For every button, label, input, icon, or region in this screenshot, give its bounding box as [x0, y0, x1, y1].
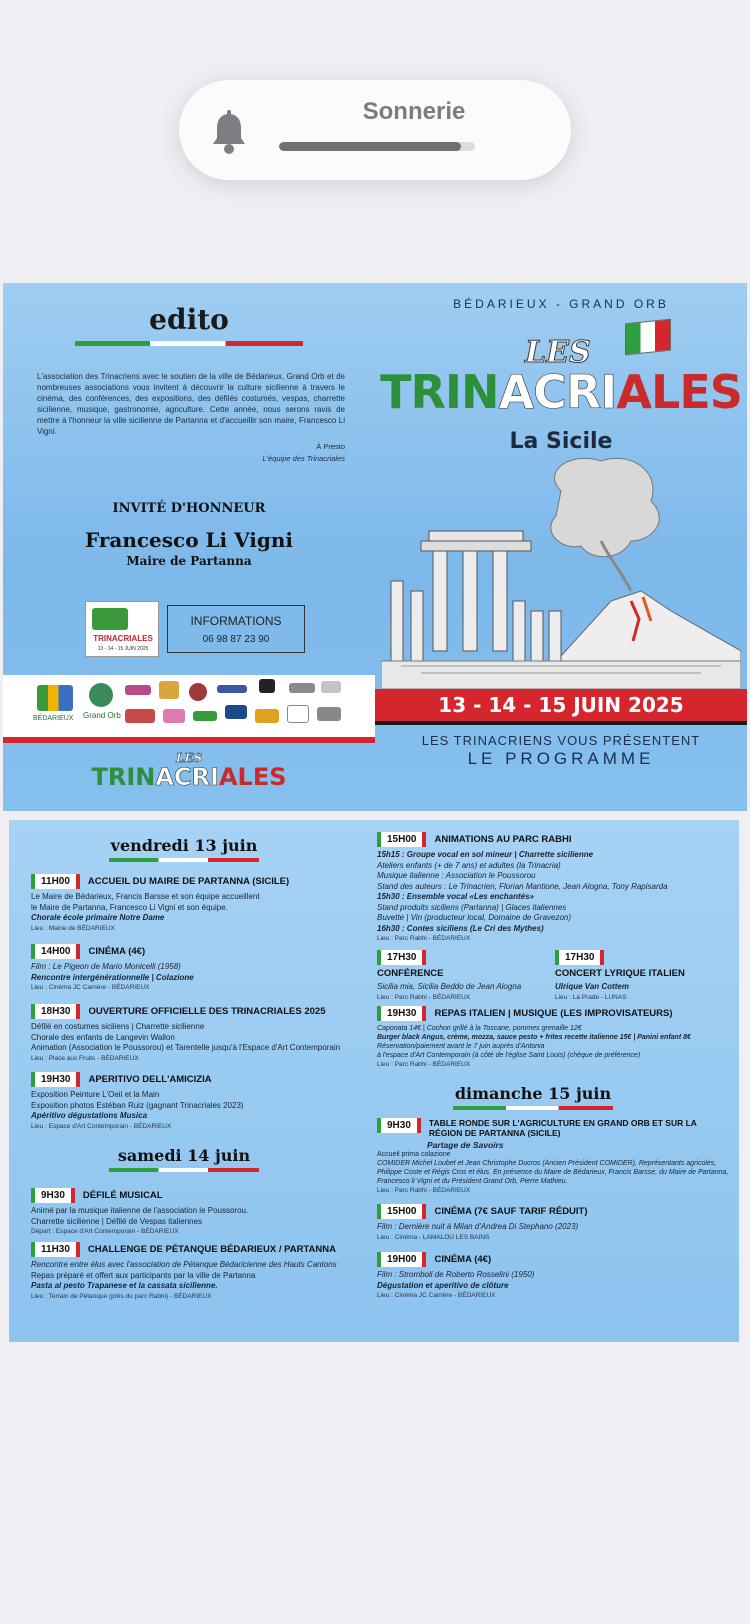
event-time: 14H00: [31, 944, 80, 959]
day-friday-label: vendredi 13 juin: [110, 836, 258, 855]
event-time: 9H30: [31, 1188, 75, 1203]
volume-bar[interactable]: [279, 142, 475, 151]
trinacriales-mini-logo: [85, 601, 159, 657]
sponsor-logo: [125, 685, 151, 695]
event-time: 15H00: [377, 832, 426, 847]
sponsor-logo: [125, 709, 155, 723]
event-line: Film : Dernière nuit à Milan d'Andrea Di Stephano (2023): [377, 1222, 579, 1231]
grand-orb-label: Grand Orb: [83, 711, 121, 720]
grand-orb-logo: [89, 683, 113, 707]
event-line: Réservation/paiement avant le 7 juin auprès d'Antonia: [377, 1043, 545, 1050]
event-line: Burger black Angus, crème, mozza, sauce pesto + frites recette italienne 15€ | Panini enfant 8€: [377, 1034, 691, 1041]
event-item: [377, 950, 547, 1003]
event-title: CINÉMA (7€ SAUF TARIF RÉDUIT): [434, 1206, 588, 1217]
sponsor-logo: [163, 709, 185, 723]
bedarieux-label: BÉDARIEUX: [33, 715, 74, 722]
cover-location: BÉDARIEUX - GRAND ORB: [453, 297, 669, 311]
event-location: Lieu : Cinéma - LAMALOU LES BAINS: [377, 1233, 490, 1241]
event-line: Buvette | Vin (producteur local, Domaine de Gravezon): [377, 913, 572, 922]
event-line: Ateliers enfants (+ de 7 ans) et adultes (la Trinacria): [377, 860, 561, 870]
event-line: Rencontre entre élus avec l'association de Pétanque Bédaricienne des Hauts Cantons: [31, 1260, 337, 1269]
italian-flag-line: [109, 1168, 259, 1172]
event-item: [31, 1188, 361, 1238]
event-line: Caponata 14€ | Cochon grillé à la Toscane, pommes grenaille 12€: [377, 1025, 582, 1032]
temple-volcano-illustration: [381, 451, 741, 689]
cover-title: [375, 365, 747, 419]
event-line: Chorale des enfants de Langevin Wallon: [31, 1032, 175, 1042]
event-line: Exposition Peinture L'Oeil et la Main: [31, 1090, 160, 1099]
sponsor-logo: [321, 681, 341, 693]
ringer-toast: [179, 80, 571, 180]
event-time: 17H30: [555, 950, 604, 965]
sponsor-logo: [159, 681, 179, 699]
info-title: INFORMATIONS: [190, 614, 282, 628]
trinacriales-logo-small: [3, 751, 375, 789]
cover-subtitle: La Sicile: [509, 429, 613, 454]
sponsor-logo: [259, 679, 275, 693]
event-line: Défilé en costumes siciliens | Charrette sicilienne: [31, 1022, 205, 1031]
event-location: Lieu : Terrain de Pétanque (près du parc Rabhi) - BÉDARIEUX: [31, 1292, 212, 1300]
event-line: Charrette sicilienne | Défilé de Vespas italiennes: [31, 1216, 203, 1226]
edito-signature: [145, 441, 345, 465]
sponsor-logos: [3, 675, 375, 737]
event-dates-banner: 13 - 14 - 15 JUIN 2025: [375, 689, 747, 721]
event-location: Lieu : Mairie de BÉDARIEUX: [31, 924, 115, 932]
event-line: Musique italienne : Association le Poussorou: [377, 871, 536, 880]
event-location: Lieu : Parc Rabhi - BÉDARIEUX: [377, 1061, 471, 1068]
event-line: 15h15 : Groupe vocal en sol mineur | Charrette sicilienne: [377, 850, 594, 859]
event-highlight: Rencontre intergénérationnelle | Colazione: [31, 972, 194, 982]
event-line: Animation (Association le Poussorou) et Tarentelle jusqu'à l'Espace d'Art Contemporain: [31, 1043, 341, 1052]
event-location: Lieu : Parc Rabhi - BÉDARIEUX: [377, 993, 471, 1001]
event-time: 11H30: [31, 1242, 80, 1257]
event-line: Accueil prima colazione: [377, 1151, 451, 1158]
event-highlight: Dégustation et aperitivo de clôture: [377, 1280, 509, 1290]
event-location: Lieu : Cinéma JC Carrière - BÉDARIEUX: [377, 1292, 496, 1299]
cover-presenters: LES TRINACRIENS VOUS PRÉSENTENT: [421, 733, 701, 748]
red-band: [3, 737, 375, 743]
edito-text: L'association des Trinacriens avec le soutien de la ville de Bédarieux, Grand Orb et de nombreuses associations vous invitent à découvrir la culture sicilienne à travers le cinéma, des conférences, des expositions, des défilés costumés, vespas, charrette sicilienne, musique, gastronomie, agriculture. Cette année, nous serons ravis de mettre à l'honneur la ville sicilienne de Partanna et d'accueillir son maire, Francesco Li Vigni.: [37, 372, 345, 436]
event-location: Lieu : Cinéma JC Carrière - BÉDARIEUX: [31, 984, 150, 991]
bell-icon: [209, 110, 249, 156]
event-line: Pasta al pesto Trapanese et la cassata sicilienne.: [31, 1281, 218, 1290]
event-line: Ulrique Van Cottem: [555, 982, 629, 991]
event-location: Lieu : La Prade - LUNAS: [555, 993, 627, 1001]
sponsor-logo: [289, 683, 315, 693]
event-title: CONCERT LYRIQUE ITALIEN: [555, 968, 685, 979]
sponsor-logo: [193, 711, 217, 721]
event-title: CINÉMA (4€): [88, 946, 146, 957]
title-ales: ALES: [616, 365, 742, 419]
day-saturday: [109, 1146, 259, 1172]
event-highlight: Partage de Savoirs: [427, 1140, 504, 1150]
signature-greeting: À Presto: [316, 442, 345, 451]
event-title: OUVERTURE OFFICIELLE DES TRINACRIALES 2025: [88, 1006, 326, 1017]
event-line: 15h30 : Ensemble vocal «Les enchantés»: [377, 892, 534, 901]
mini-logo-text: TRINACRIALES: [93, 634, 153, 643]
italian-flag-line: [453, 1106, 613, 1110]
event-location: Lieu : Espace d'Art Contemporain - BÉDARIEUX: [31, 1122, 172, 1130]
title-trin: TRIN: [380, 365, 499, 419]
event-item: [377, 1252, 729, 1302]
event-title: ACCUEIL DU MAIRE DE PARTANNA (SICILE): [87, 876, 290, 887]
event-title: CONFÉRENCE: [377, 968, 444, 979]
event-line: Stand produits siciliens (Partanna) | Glaces italiennes: [377, 902, 567, 912]
event-time: 15H00: [377, 1204, 426, 1219]
logo-acri: ACRI: [155, 763, 219, 791]
event-item: [31, 1072, 361, 1132]
sponsor-logo: [189, 683, 207, 701]
sponsor-logo: [287, 705, 309, 723]
event-time: 19H00: [377, 1252, 426, 1267]
event-time: 18H30: [31, 1004, 80, 1019]
ringer-label: Sonnerie: [362, 98, 466, 125]
event-item: [31, 944, 361, 994]
event-line: Animé par la musique italienne de l'association le Poussorou.: [31, 1206, 249, 1215]
event-location: Lieu : Place aux Fruits - BÉDARIEUX: [31, 1054, 139, 1062]
guest-name: Francesco Li Vigni: [84, 528, 294, 552]
event-line: Repas préparé et offert aux participants par la ville de Partanna: [31, 1270, 256, 1280]
event-time: 17H30: [377, 950, 426, 965]
event-location: Départ : Espace d'Art Contemporain - BÉDARIEUX: [31, 1228, 179, 1235]
programme-panel: [9, 820, 739, 1342]
cover-programme: LE PROGRAMME: [467, 749, 655, 768]
day-friday: [109, 836, 259, 862]
event-location: Lieu : Parc Rabhi - BÉDARIEUX: [377, 1187, 471, 1194]
edito-title: edito: [149, 303, 229, 336]
event-line: Film : Le Pigeon de Mario Monicelli (1958): [31, 962, 181, 971]
event-title: CINÉMA (4€): [434, 1254, 492, 1265]
day-sunday: [453, 1084, 613, 1110]
edito-panel: [3, 283, 375, 811]
event-title: APERITIVO DELL'AMICIZIA: [88, 1074, 212, 1085]
event-item: [31, 874, 361, 934]
event-highlight: Chorale école primaire Notre Dame: [31, 913, 165, 922]
italian-flag-icon: [625, 319, 671, 356]
mini-logo-dates: 13 - 14 - 15 JUIN 2025: [97, 646, 149, 652]
sponsor-logo: [255, 709, 279, 723]
event-item: [377, 1006, 729, 1069]
event-line: le Maire de Partanna, Francesco Li Vigni et son équipe.: [31, 902, 228, 912]
guest-label: INVITÉ D'HONNEUR: [112, 501, 266, 516]
cover-panel: [375, 283, 747, 811]
event-line: COMIDER Michel Loubet et Jean Christophe Ducros (Ancien Président COMIDER), Représentants agricoles, Philippe Coste et Régis Cros et élus. En présence du Maire de Bédarieux, Francis Barsse, du Maire de Partanna, Francesco li Vigni et du Président Grand Orb, Pierre Mathieu.: [377, 1160, 729, 1185]
event-line: 16h30 : Contes siciliens (Le Cri des Mythes): [377, 923, 544, 933]
event-line: Stand des auteurs : Le Trinacrien, Florian Mantione, Jean Alogna, Tony Rapisarda: [377, 881, 668, 891]
italian-flag-line: [109, 858, 259, 862]
volume-fill: [279, 142, 461, 151]
sponsor-logo: [217, 685, 247, 693]
event-line: Exposition photos Estéban Ruiz (gagnant Trinacriales 2023): [31, 1100, 244, 1110]
guest-role: Maire de Partanna: [126, 554, 252, 568]
event-item: [31, 1004, 361, 1064]
event-item: [377, 832, 729, 945]
sponsor-logo: [225, 705, 247, 719]
event-line: Le Maire de Bédarieux, Francis Barsse et son équipe accueillent: [31, 892, 260, 901]
event-line: Sicilia mia, Sicilia Beddo de Jean Alogna: [377, 982, 522, 991]
logo-trin: TRIN: [91, 763, 156, 791]
event-time: 9H30: [377, 1118, 421, 1133]
event-title: ANIMATIONS AU PARC RABHI: [434, 834, 572, 845]
event-location: Lieu : Parc Rabhi - BÉDARIEUX: [377, 935, 471, 942]
day-saturday-label: samedi 14 juin: [117, 1146, 251, 1165]
event-item: [377, 1118, 729, 1195]
film-camera-icon: [92, 608, 128, 630]
event-highlight: Apéritivo dégustations Musica: [31, 1111, 148, 1120]
guest-of-honour: [3, 501, 375, 568]
event-item: [377, 1204, 729, 1243]
event-time: 11H00: [31, 874, 80, 889]
event-item: [555, 950, 731, 1003]
event-time: 19H30: [31, 1072, 80, 1087]
logo-ales: ALES: [218, 763, 287, 791]
event-time: 19H30: [377, 1006, 426, 1021]
event-title: CHALLENGE DE PÉTANQUE BÉDARIEUX / PARTANNA: [87, 1244, 336, 1255]
bedarieux-logo: [37, 685, 73, 711]
event-line: Film : Stromboli de Roberto Rosselini (1950): [377, 1270, 535, 1279]
sponsor-logo: [317, 707, 341, 721]
event-item: [31, 1242, 361, 1302]
event-title: REPAS ITALIEN | MUSIQUE (LES IMPROVISATEURS): [434, 1008, 673, 1019]
event-line: à l'espace d'Art Contemporain (à côté de l'église Saint Louis) (chèque de préférence): [377, 1052, 641, 1059]
cover-les: LES: [525, 335, 591, 370]
italian-flag-line: [75, 341, 303, 346]
title-acri: ACRI: [498, 365, 617, 419]
event-title: DÉFILÉ MUSICAL: [82, 1190, 163, 1201]
information-box: [167, 605, 305, 653]
day-sunday-label: dimanche 15 juin: [454, 1084, 612, 1103]
event-title: TABLE RONDE SUR L'AGRICULTURE EN GRAND ORB ET SUR LA RÉGION DE PARTANNA (SICILE): [428, 1118, 697, 1138]
info-phone[interactable]: 06 98 87 23 90: [202, 634, 270, 645]
signature-team: L'équipe des Trinacriales: [262, 454, 345, 463]
logo-les: LES: [175, 751, 203, 765]
